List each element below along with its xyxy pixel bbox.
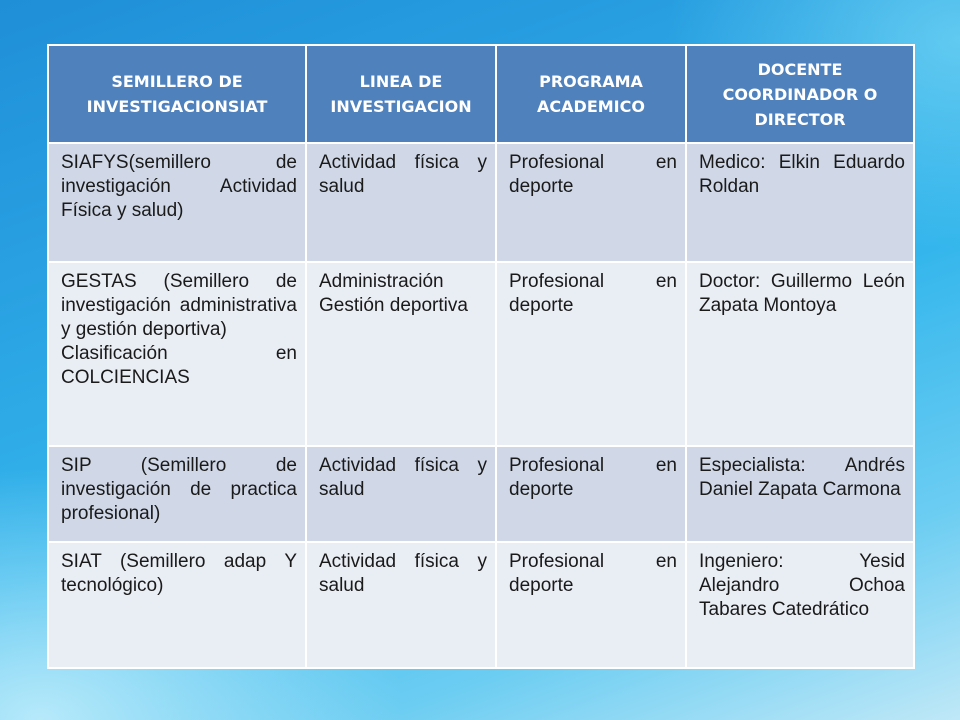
cell-semillero-text: GESTAS (Semillero de investigación administrativa y gestión deportiva) [61, 271, 297, 340]
cell-programa: Profesional en deporte [496, 542, 686, 668]
table-row [48, 143, 914, 262]
header-docente: DOCENTE COORDINADOR O DIRECTOR [686, 45, 914, 143]
header-linea: LINEA DE INVESTIGACION [306, 45, 496, 143]
cell-linea: Actividad física y salud [306, 143, 496, 262]
table-row [48, 262, 914, 446]
cell-linea: Actividad física y salud [306, 446, 496, 542]
header-semillero: SEMILLERO DE INVESTIGACIONSIAT [48, 45, 306, 143]
semilleros-table-container [47, 44, 913, 669]
header-row [48, 45, 914, 143]
cell-programa: Profesional en deporte [496, 262, 686, 446]
header-programa: PROGRAMA ACADEMICO [496, 45, 686, 143]
cell-semillero: SIAT (Semillero adap Y tecnológico) [48, 542, 306, 668]
cell-semillero: SIAFYS(semillero de investigación Actividad Física y salud) [48, 143, 306, 262]
cell-programa: Profesional en deporte [496, 446, 686, 542]
cell-semillero [48, 262, 306, 446]
cell-docente: Especialista: Andrés Daniel Zapata Carmona [686, 446, 914, 542]
semilleros-table [47, 44, 915, 669]
table-row [48, 542, 914, 668]
cell-semillero: SIP (Semillero de investigación de practica profesional) [48, 446, 306, 542]
table-row [48, 446, 914, 542]
cell-semillero-note: Clasificación en COLCIENCIAS [61, 343, 297, 388]
cell-linea: Administración Gestión deportiva [306, 262, 496, 446]
cell-linea: Actividad física y salud [306, 542, 496, 668]
cell-docente: Ingeniero: Yesid Alejandro Ochoa Tabares Catedrático [686, 542, 914, 668]
cell-docente: Medico: Elkin Eduardo Roldan [686, 143, 914, 262]
cell-docente: Doctor: Guillermo León Zapata Montoya [686, 262, 914, 446]
cell-programa: Profesional en deporte [496, 143, 686, 262]
